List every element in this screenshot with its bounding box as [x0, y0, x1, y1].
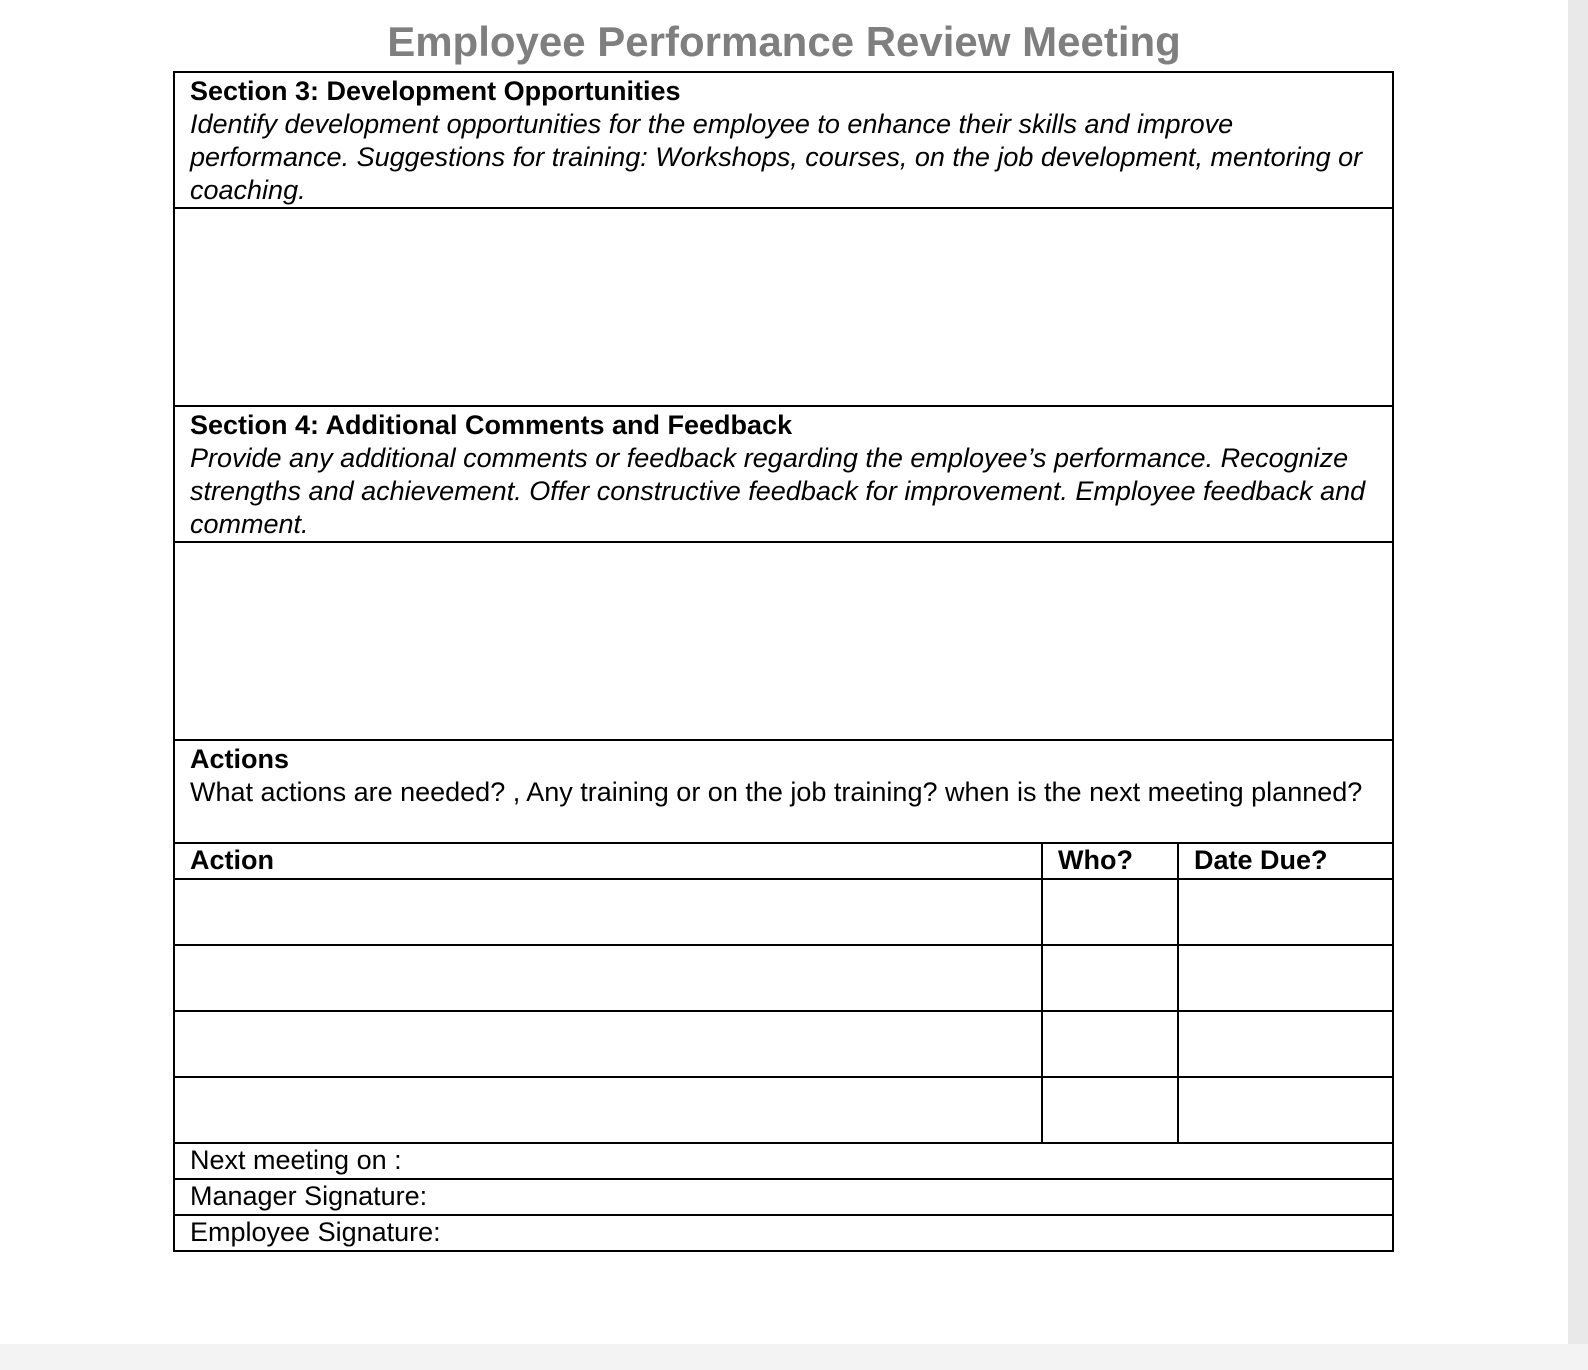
- employee-signature-row: [174, 1215, 1393, 1251]
- page-scroll-edge: [1568, 0, 1588, 1370]
- next-meeting-row: [174, 1143, 1393, 1179]
- actions-title: Actions: [190, 744, 290, 774]
- action-cell[interactable]: [174, 879, 1042, 945]
- table-row: [174, 1077, 1393, 1143]
- section4-title: Section 4: Additional Comments and Feedback: [190, 410, 793, 440]
- section3-title: Section 3: Development Opportunities: [190, 76, 681, 106]
- manager-signature-row: [174, 1179, 1393, 1215]
- date-due-cell[interactable]: [1178, 945, 1393, 1011]
- section4-response-field[interactable]: [174, 542, 1393, 740]
- section3-description: Identify development opportunities for the employee to enhance their skills and improve performance. Suggestions for training: Workshops, courses, on the job development, mentoring or coaching.: [190, 109, 1363, 205]
- date-due-cell[interactable]: [1178, 879, 1393, 945]
- section3-response-field[interactable]: [174, 208, 1393, 406]
- actions-column-header-row: [174, 843, 1393, 879]
- date-due-cell[interactable]: [1178, 1011, 1393, 1077]
- section4-header-row: [174, 406, 1393, 542]
- who-cell[interactable]: [1042, 945, 1178, 1011]
- section3-response-row: [174, 208, 1393, 406]
- who-cell[interactable]: [1042, 1077, 1178, 1143]
- page-bottom-edge: [0, 1344, 1588, 1370]
- table-row: [174, 879, 1393, 945]
- column-header-who: Who?: [1042, 843, 1178, 879]
- section4-response-row: [174, 542, 1393, 740]
- review-form-table: [173, 71, 1394, 1252]
- next-meeting-field[interactable]: Next meeting on :: [174, 1143, 1393, 1179]
- section4-header-cell: [174, 406, 1393, 542]
- column-header-date-due: Date Due?: [1178, 843, 1393, 879]
- who-cell[interactable]: [1042, 1011, 1178, 1077]
- table-row: [174, 1011, 1393, 1077]
- action-cell[interactable]: [174, 1011, 1042, 1077]
- section4-description: Provide any additional comments or feedback regarding the employee’s performance. Recognize strengths and achievement. Offer constructive feedback for improvement. Employee feedback and comment.: [190, 443, 1366, 539]
- manager-signature-field[interactable]: Manager Signature:: [174, 1179, 1393, 1215]
- document-title: Employee Performance Review Meeting: [387, 18, 1181, 65]
- date-due-cell[interactable]: [1178, 1077, 1393, 1143]
- section3-header-cell: [174, 72, 1393, 208]
- actions-description: What actions are needed? , Any training or on the job training? when is the next meeting planned?: [190, 777, 1363, 807]
- actions-header-cell: [174, 740, 1393, 843]
- table-row: [174, 945, 1393, 1011]
- who-cell[interactable]: [1042, 879, 1178, 945]
- action-cell[interactable]: [174, 945, 1042, 1011]
- actions-header-row: [174, 740, 1393, 843]
- column-header-action: Action: [174, 843, 1042, 879]
- action-cell[interactable]: [174, 1077, 1042, 1143]
- employee-signature-field[interactable]: Employee Signature:: [174, 1215, 1393, 1251]
- section3-header-row: [174, 72, 1393, 208]
